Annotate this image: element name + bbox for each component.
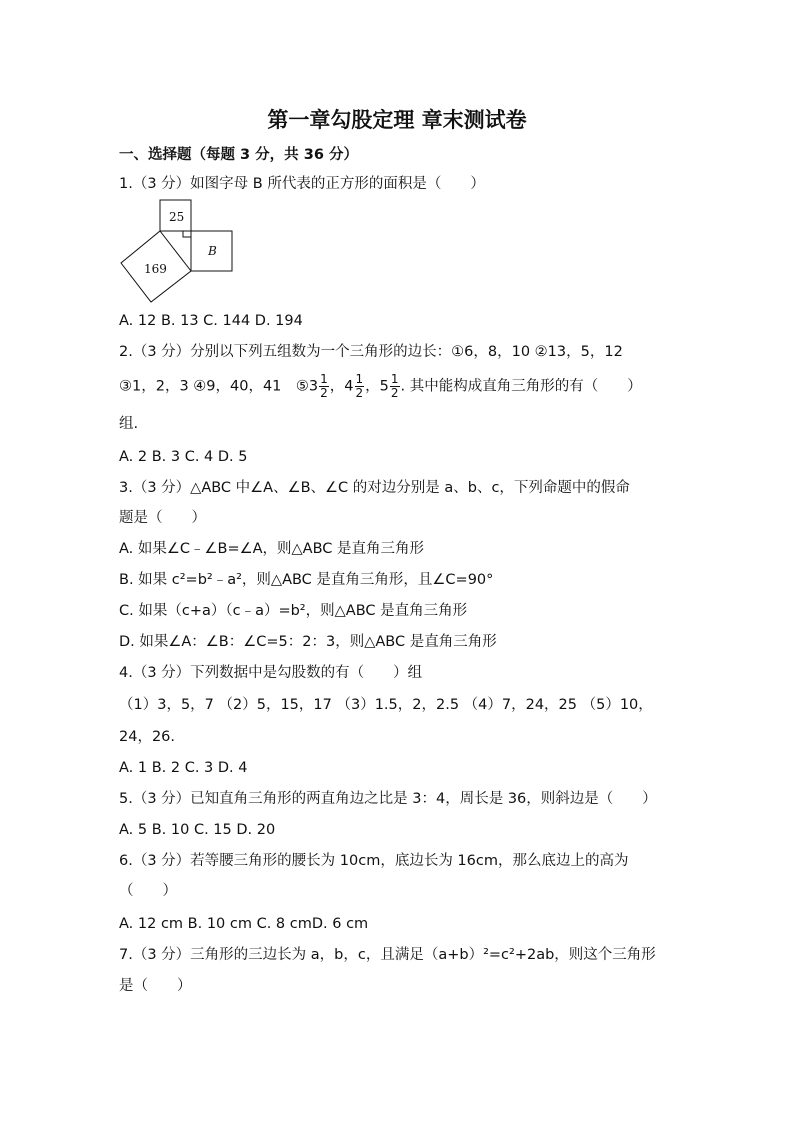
question-3-option-d: D. 如果∠A：∠B：∠C=5：2：3，则△ABC 是直角三角形	[119, 634, 497, 650]
question-2-line2	[119, 373, 642, 400]
q2-part-a: ③1，2，3 ④9，40，41 ⑤3	[119, 378, 319, 395]
section-heading: 一、选择题（每题 3 分，共 36 分）	[119, 147, 358, 163]
question-6-stem-cont: （ ）	[119, 883, 177, 899]
right-angle-mark	[183, 231, 191, 237]
question-2-options: A. 2 B. 3 C. 4 D. 5	[119, 449, 248, 465]
question-2-stem: 2.（3 分）分别以下列五组数为一个三角形的边长：①6，8，10 ②13，5，12	[119, 344, 623, 360]
fraction-half	[355, 373, 365, 400]
question-3-option-c: C. 如果（c+a）（c﹣a）=b²，则△ABC 是直角三角形	[119, 603, 468, 619]
frac-den: 2	[320, 386, 328, 400]
frac-den: 2	[390, 386, 399, 400]
question-3-option-a: A. 如果∠C﹣∠B=∠A，则△ABC 是直角三角形	[119, 541, 425, 557]
frac-num: 1	[355, 372, 364, 386]
frac-num: 1	[390, 372, 399, 386]
question-7-stem-cont: 是（ ）	[119, 978, 192, 994]
frac-num: 1	[320, 372, 328, 386]
question-4-options: A. 1 B. 2 C. 3 D. 4	[119, 760, 248, 776]
question-2-line3: 组.	[119, 416, 139, 432]
page-title: 第一章勾股定理 章末测试卷	[267, 107, 527, 132]
question-1-stem: 1.（3 分）如图字母 B 所代表的正方形的面积是（ ）	[119, 176, 485, 192]
question-5-stem: 5.（3 分）已知直角三角形的两直角边之比是 3：4，周长是 36，则斜边是（ ）	[119, 791, 657, 807]
question-5-options: A. 5 B. 10 C. 15 D. 20	[119, 822, 276, 838]
question-4-data-cont: 24，26.	[119, 729, 176, 745]
label-25: 25	[169, 210, 185, 224]
question-4-data: （1）3，5，7 （2）5，15，17 （3）1.5，2，2.5 （4）7，24，25 （5）10，	[119, 697, 653, 713]
q2-part-c: ，5	[365, 378, 389, 395]
question-6-options: A. 12 cm B. 10 cm C. 8 cmD. 6 cm	[119, 916, 369, 932]
question-3-option-b: B. 如果 c²=b²﹣a²，则△ABC 是直角三角形，且∠C=90°	[119, 572, 494, 588]
question-7-stem: 7.（3 分）三角形的三边长为 a，b，c，且满足（a+b）²=c²+2ab，则这个三角形	[119, 947, 656, 963]
q2-part-d: . 其中能构成直角三角形的有（ ）	[400, 378, 642, 395]
question-1-options: A. 12 B. 13 C. 144 D. 194	[119, 313, 303, 329]
question-3-stem: 3.（3 分）△ABC 中∠A、∠B、∠C 的对边分别是 a、b、c，下列命题中的假命	[119, 480, 630, 496]
label-169: 169	[144, 262, 167, 276]
fraction-half	[390, 373, 400, 400]
frac-den: 2	[355, 386, 364, 400]
q2-part-b: ，4	[329, 378, 354, 395]
fraction-half	[319, 373, 329, 400]
label-b: B	[208, 244, 217, 258]
question-6-stem: 6.（3 分）若等腰三角形的腰长为 10cm，底边长为 16cm，那么底边上的高为	[119, 853, 629, 869]
question-3-stem-cont: 题是（ ）	[119, 510, 206, 526]
pythagorean-squares-figure	[119, 198, 235, 306]
question-4-stem: 4.（3 分）下列数据中是勾股数的有（ ）组	[119, 665, 423, 681]
